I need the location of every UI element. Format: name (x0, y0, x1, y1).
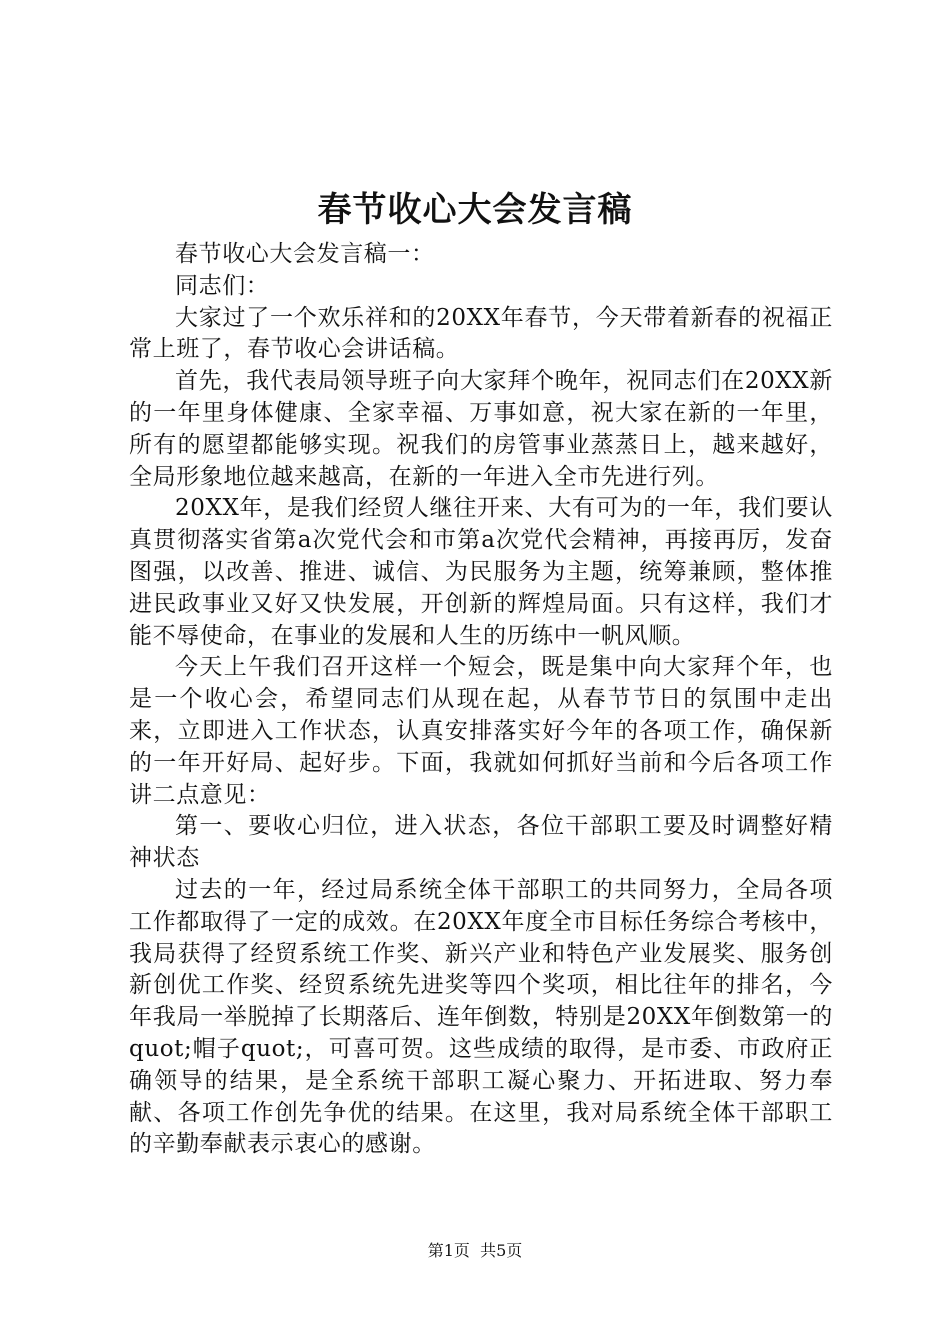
page-title: 春节收心大会发言稿 (317, 190, 633, 230)
page-footer: 第1页 共5页 (427, 1241, 523, 1260)
paragraph: 同志们： (175, 272, 270, 299)
paragraph: 过去的一年，经过局系统全体干部职工的共同努力，全局各项工作都取得了一定的成效。在20XX年度全市目标任务综合考核中，我局获得了经贸系统工作奖、新兴产业和特色产业发展奖、服务创新创优工作奖、经贸系统先进奖等四个奖项，相比往年的排名，今年我局一举脱掉了长期落后、连年倒数，特别是20XX年倒数第一的quot;帽子quot;，可喜可贺。这些成绩的取得，是市委、市政府正确领导的结果，是全系统干部职工凝心聚力、开拓进取、努力奉献、各项工作创先争优的结果。在这里，我对局系统全体干部职工的辛勤奉献表示衷心的感谢。 (129, 876, 833, 1158)
document-body (129, 239, 833, 1161)
paragraph: 今天上午我们召开这样一个短会，既是集中向大家拜个年，也是一个收心会，希望同志们从现在起，从春节节日的氛围中走出来，立即进入工作状态，认真安排落实好今年的各项工作，确保新的一年开好局、起好步。下面，我就如何抓好当前和今后各项工作讲二点意见： (129, 654, 833, 808)
paragraph: 20XX年，是我们经贸人继往开来、大有可为的一年，我们要认真贯彻落实省第a次党代会和市第a次党代会精神，再接再厉，发奋图强，以改善、推进、诚信、为民服务为主题，统筹兼顾，整体推进民政事业又好又快发展，开创新的辉煌局面。只有这样，我们才能不辱使命，在事业的发展和人生的历练中一帆风顺。 (129, 495, 833, 649)
paragraph: 第一、要收心归位，进入状态，各位干部职工要及时调整好精神状态 (129, 813, 833, 872)
paragraph: 大家过了一个欢乐祥和的20XX年春节，今天带着新春的祝福正常上班了，春节收心会讲话稿。 (129, 304, 833, 363)
paragraph: 春节收心大会发言稿一： (175, 241, 435, 267)
paragraph: 首先，我代表局领导班子向大家拜个晚年，祝同志们在20XX新的一年里身体健康、全家幸福、万事如意，祝大家在新的一年里，所有的愿望都能够实现。祝我们的房管事业蒸蒸日上，越来越好，全局形象地位越来越高，在新的一年进入全市先进行列。 (129, 368, 833, 490)
